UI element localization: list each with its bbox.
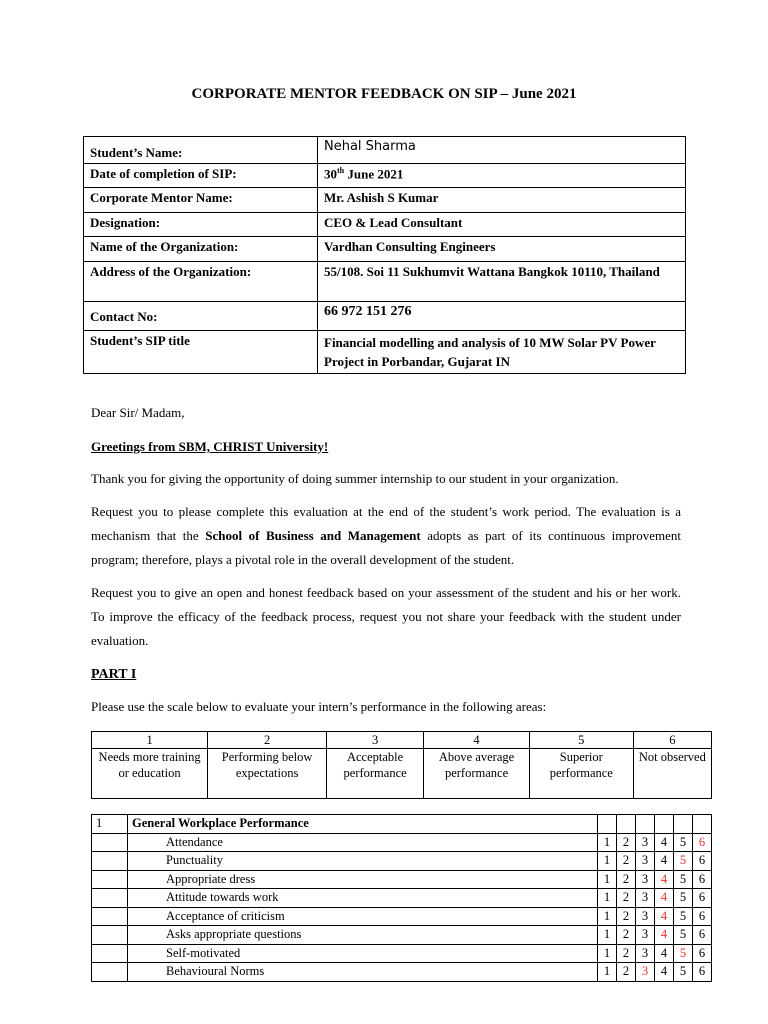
rating-option[interactable]: 4 — [655, 852, 674, 871]
greeting-block — [91, 435, 681, 459]
rating-option[interactable]: 3 — [636, 870, 655, 889]
scale-label: Performing below expectations — [208, 749, 327, 799]
rating-option[interactable]: 1 — [598, 963, 617, 982]
part-block — [91, 663, 681, 687]
rating-option[interactable]: 1 — [598, 833, 617, 852]
greeting-heading: Greetings from SBM, CHRIST University! — [91, 439, 329, 454]
info-label: Designation: — [84, 213, 318, 237]
info-label: Date of completion of SIP: — [84, 164, 318, 188]
row-number-cell — [92, 963, 128, 982]
criterion-label: Punctuality — [128, 852, 598, 871]
rating-option[interactable]: 3 — [636, 833, 655, 852]
contact-number-value: 66 972 151 276 — [318, 302, 686, 331]
letter-body — [91, 401, 681, 425]
rating-option[interactable]: 6 — [693, 870, 712, 889]
rating-option[interactable]: 1 — [598, 944, 617, 963]
rating-option[interactable]: 1 — [598, 852, 617, 871]
completion-date-value: 30th June 2021 — [318, 164, 686, 188]
rating-option-selected[interactable]: 5 — [674, 852, 693, 871]
performance-rating-table — [91, 814, 712, 982]
scale-number: 2 — [208, 732, 327, 749]
criterion-label: Appropriate dress — [128, 870, 598, 889]
paragraph-evaluation: Request you to please complete this evaluation at the end of the student’s work period. The evaluation is a mechanism that the School of Business and Management adopts as part of its continuous improvement program; therefore, plays a pivotal role in the overall development of the student. — [91, 504, 681, 567]
scale-label: Not observed — [633, 749, 711, 799]
organization-address-value: 55/108. Soi 11 Sukhumvit Wattana Bangkok 10110, Thailand — [318, 262, 686, 302]
salutation: Dear Sir/ Madam, — [91, 405, 185, 420]
rating-option[interactable]: 1 — [598, 907, 617, 926]
student-info-table — [83, 136, 686, 374]
row-number-cell — [92, 944, 128, 963]
rating-option[interactable]: 2 — [617, 870, 636, 889]
rating-option-selected[interactable]: 6 — [693, 833, 712, 852]
part-heading: PART I — [91, 667, 137, 682]
table-row — [92, 907, 712, 926]
row-number-cell — [92, 926, 128, 945]
rating-option-selected[interactable]: 4 — [655, 907, 674, 926]
rating-option[interactable]: 6 — [693, 852, 712, 871]
rating-option[interactable]: 2 — [617, 889, 636, 908]
empty-cell — [636, 815, 655, 834]
scale-label: Acceptable performance — [327, 749, 424, 799]
scale-label: Needs more training or education — [92, 749, 208, 799]
info-label: Name of the Organization: — [84, 237, 318, 262]
criterion-label: Self-motivated — [128, 944, 598, 963]
organization-name-value: Vardhan Consulting Engineers — [318, 237, 686, 262]
table-row — [92, 870, 712, 889]
section-title: General Workplace Performance — [128, 815, 598, 834]
table-row — [92, 944, 712, 963]
row-number-cell — [92, 870, 128, 889]
empty-cell — [674, 815, 693, 834]
scale-label: Superior performance — [529, 749, 633, 799]
section-number: 1 — [92, 815, 128, 834]
rating-option[interactable]: 5 — [674, 907, 693, 926]
info-label: Contact No: — [84, 302, 318, 331]
criterion-label: Attendance — [128, 833, 598, 852]
scale-number: 3 — [327, 732, 424, 749]
rating-option-selected[interactable]: 4 — [655, 926, 674, 945]
rating-option[interactable]: 2 — [617, 944, 636, 963]
empty-cell — [655, 815, 674, 834]
info-label: Corporate Mentor Name: — [84, 188, 318, 213]
rating-option[interactable]: 4 — [655, 833, 674, 852]
paragraph-thanks: Thank you for giving the opportunity of doing summer internship to our student in your organization. — [91, 471, 619, 486]
row-number-cell — [92, 833, 128, 852]
rating-option[interactable]: 2 — [617, 963, 636, 982]
scale-label: Above average performance — [424, 749, 530, 799]
rating-option[interactable]: 3 — [636, 889, 655, 908]
info-label: Student’s Name: — [84, 137, 318, 164]
student-name-value: Nehal Sharma — [318, 137, 686, 164]
paragraph-block-3 — [91, 581, 681, 653]
rating-option[interactable]: 6 — [693, 944, 712, 963]
mentor-name-value: Mr. Ashish S Kumar — [318, 188, 686, 213]
rating-option-selected[interactable]: 3 — [636, 963, 655, 982]
scale-number: 5 — [529, 732, 633, 749]
criterion-label: Behavioural Norms — [128, 963, 598, 982]
table-row — [92, 926, 712, 945]
rating-option[interactable]: 3 — [636, 907, 655, 926]
rating-option-selected[interactable]: 5 — [674, 944, 693, 963]
rating-option[interactable]: 6 — [693, 926, 712, 945]
rating-option[interactable]: 2 — [617, 926, 636, 945]
rating-option[interactable]: 5 — [674, 870, 693, 889]
rating-option[interactable]: 4 — [655, 963, 674, 982]
criterion-label: Acceptance of criticism — [128, 907, 598, 926]
rating-option[interactable]: 5 — [674, 926, 693, 945]
paragraph-block-1 — [91, 467, 681, 491]
rating-option[interactable]: 2 — [617, 907, 636, 926]
rating-option[interactable]: 3 — [636, 944, 655, 963]
rating-option[interactable]: 1 — [598, 889, 617, 908]
rating-option[interactable]: 5 — [674, 889, 693, 908]
table-row — [92, 852, 712, 871]
rating-option[interactable]: 3 — [636, 926, 655, 945]
section-header-row — [92, 815, 712, 834]
rating-option[interactable]: 6 — [693, 889, 712, 908]
rating-option[interactable]: 5 — [674, 963, 693, 982]
table-row — [92, 889, 712, 908]
rating-option-selected[interactable]: 4 — [655, 870, 674, 889]
empty-cell — [693, 815, 712, 834]
criterion-label: Asks appropriate questions — [128, 926, 598, 945]
rating-option[interactable]: 2 — [617, 852, 636, 871]
rating-option[interactable]: 1 — [598, 870, 617, 889]
scale-number: 1 — [92, 732, 208, 749]
criterion-label: Attitude towards work — [128, 889, 598, 908]
table-row — [92, 963, 712, 982]
sip-title-value: Financial modelling and analysis of 10 MW Solar PV Power Project in Porbandar, Gujarat IN — [318, 331, 686, 374]
rating-option[interactable]: 2 — [617, 833, 636, 852]
paragraph-feedback: Request you to give an open and honest feedback based on your assessment of the student and his or her work. To improve the efficacy of the feedback process, request you not share your feedback with the student under evaluation. — [91, 585, 681, 648]
page-title: CORPORATE MENTOR FEEDBACK ON SIP – June 2021 — [191, 86, 577, 102]
rating-option-selected[interactable]: 4 — [655, 889, 674, 908]
scale-number: 4 — [424, 732, 530, 749]
row-number-cell — [92, 889, 128, 908]
scale-instruction: Please use the scale below to evaluate your intern’s performance in the following areas: — [91, 699, 547, 714]
empty-cell — [617, 815, 636, 834]
rating-option[interactable]: 5 — [674, 833, 693, 852]
row-number-cell — [92, 907, 128, 926]
rating-option[interactable]: 6 — [693, 963, 712, 982]
instruction-block — [91, 695, 681, 719]
rating-scale-table — [91, 731, 712, 799]
rating-option[interactable]: 1 — [598, 926, 617, 945]
rating-option[interactable]: 3 — [636, 852, 655, 871]
rating-option[interactable]: 4 — [655, 944, 674, 963]
empty-cell — [598, 815, 617, 834]
paragraph-block-2 — [91, 500, 681, 572]
row-number-cell — [92, 852, 128, 871]
info-label: Address of the Organization: — [84, 262, 318, 302]
scale-number: 6 — [633, 732, 711, 749]
info-label: Student’s SIP title — [84, 331, 318, 374]
designation-value: CEO & Lead Consultant — [318, 213, 686, 237]
table-row — [92, 833, 712, 852]
rating-option[interactable]: 6 — [693, 907, 712, 926]
